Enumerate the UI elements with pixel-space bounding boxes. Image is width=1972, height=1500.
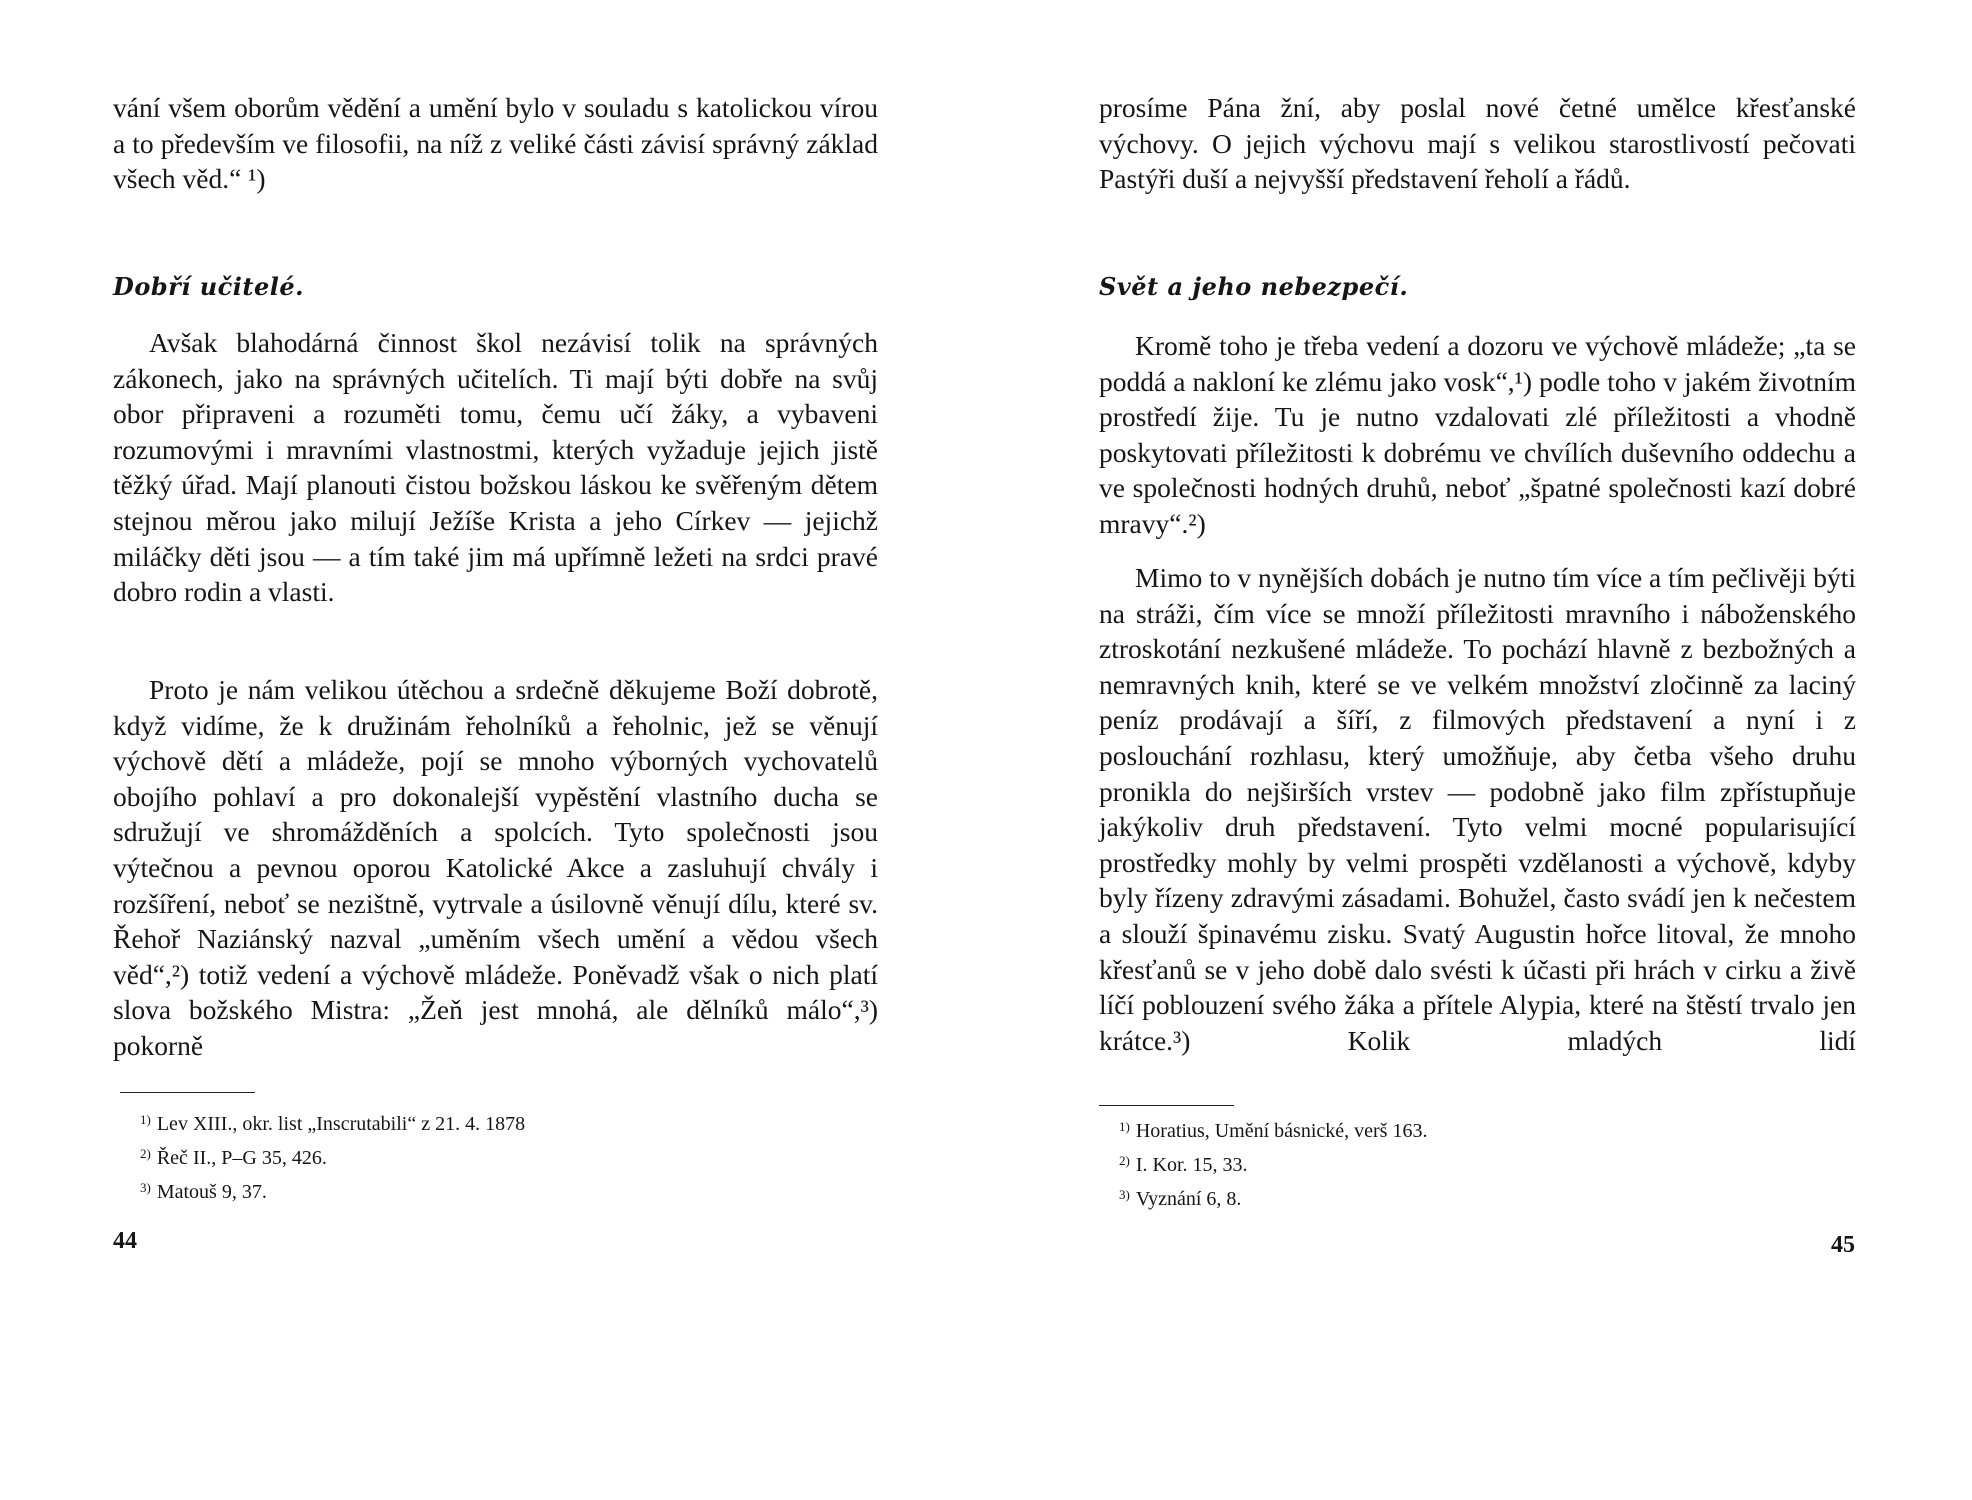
left-top-text xyxy=(113,90,878,197)
right-paragraph-1: Kromě toho je třeba vedení a dozoru ve výchově mládeže; „ta se poddá a nakloní ke zlému jako vosk“,¹) podle toho v jakém životním prostředí žije. Tu je nutno vzdalovati zlé příležitosti a vhodně poskytovati příležitosti k dobrému ve chvílích duševního oddechu a ve společnosti hodných druhů, neboť „špatné společnosti kazí dobré mravy“.²) xyxy=(1099,330,1856,539)
left-footnote-3: $^{3)}$ Matouš 9, 37. xyxy=(140,1180,267,1203)
left-footnote-2: $^{2)}$ Řeč II., P–G 35, 426. xyxy=(140,1146,327,1169)
right-page xyxy=(986,0,1972,1500)
right-top-paragraph: prosíme Pána žní, aby poslal nové četné umělce křesťanské výchovy. O jejich výchovu mají s velikou starostlivostí pečovati Pastýři duší a nejvyšší představení řeholí a řádů. xyxy=(1099,92,1856,195)
left-section-heading: Dobří učitelé. xyxy=(113,272,304,301)
left-paragraph-1: Avšak blahodárná činnost škol nezávisí tolik na správných zákonech, jako na správných učitelích. Ti mají býti dobře na svůj obor připraveni a rozuměti tomu, čemu učí žáky, a vybaveni rozumovými i mravními vlastnostmi, kterých vyžaduje jejich jistě těžký úřad. Mají planouti čistou božskou láskou ke svěřeným dětem stejnou měrou jako milují Ježíše Krista a jeho Církev — jejichž miláčky děti jsou — a tím také jim má upřímně ležeti na srdci pravé dobro rodin a vlasti. xyxy=(113,327,878,608)
right-paragraph-2-block xyxy=(1099,560,1856,1058)
left-paragraph-2-block xyxy=(113,672,878,1064)
left-top-paragraph: vání všem oborům vědění a umění bylo v souladu s katolickou vírou a to především ve filosofii, na níž z veliké části závisí správný základ všech věd.“ ¹) xyxy=(113,92,878,195)
left-paragraph-2: Proto je nám velikou útěchou a srdečně děkujeme Boží dobrotě, když vidíme, že k družinám řeholníků a řeholnic, jež se věnují výchově dětí a mládeže, pojí se mnoho výborných vychovatelů obojího pohlaví a pro dokonalejší vypěstění vlastního ducha se sdružují ve shromážděních a spolcích. Tyto společnosti jsou výtečnou a pevnou oporou Katolické Akce a zasluhují chvály i rozšíření, neboť se nezištně, vytrvale a úsilovně věnují dílu, které sv. Řehoř Naziánský nazval „uměním všech umění a vědou všech věd“,²) totiž vedení a výchově mládeže. Poněvadž však o nich platí slova božského Mistra: „Žeň jest mnohá, ale dělníků málo“,³) pokorně xyxy=(113,674,878,1061)
right-footnote-2: $^{2)}$ I. Kor. 15, 33. xyxy=(1119,1153,1248,1176)
left-footnote-rule xyxy=(120,1092,255,1093)
left-page-number: 44 xyxy=(113,1228,137,1254)
right-footnote-3: $^{3)}$ Vyznání 6, 8. xyxy=(1119,1187,1242,1210)
right-top-text xyxy=(1099,90,1856,197)
right-paragraph-2: Mimo to v nynějších dobách je nutno tím více a tím pečlivěji býti na stráži, čím více se množí příležitosti mravního i náboženského ztroskotání nezkušené mládeže. To pochází hlavně z bezbožných a nemravných knih, které se ve velkém množství zločinně za laciný peníz prodávají a šíří, z filmových představení a nyní i z poslouchání rozhlasu, který umožňuje, aby četba všeho druhu pronikla do nejširších vrstev — podobně jako film zpřístupňuje jakýkoliv druh představení. Tyto velmi mocné popularisující prostředky mohly by velmi prospěti vzdělanosti a výchově, kdyby byly řízeny zdravými zásadami. Bohužel, často svádí jen k nečestem a slouží špinavému zisku. Svatý Augustin hořce litoval, že mnoho křesťanů se v jeho době dalo svésti k účasti při hrách v cirku a živě líčí poblouzení svého žáka a přítele Alypia, které na štěstí trvalo jen krátce.³) Kolik mladých lidí xyxy=(1099,562,1856,1056)
right-paragraph-1-block xyxy=(1099,328,1856,542)
left-footnote-1: $^{1)}$ Lev XIII., okr. list „Inscrutabili“ z 21. 4. 1878 xyxy=(140,1112,526,1135)
right-footnote-rule xyxy=(1099,1105,1234,1106)
right-footnotes xyxy=(1119,1112,1427,1214)
right-section-heading: Svět a jeho nebezpečí. xyxy=(1099,272,1409,301)
right-page-number: 45 xyxy=(1831,1232,1855,1258)
right-footnote-1: $^{1)}$ Horatius, Umění básnické, verš 163. xyxy=(1119,1119,1428,1142)
left-footnotes xyxy=(140,1105,525,1207)
left-paragraph-1-block xyxy=(113,325,878,610)
